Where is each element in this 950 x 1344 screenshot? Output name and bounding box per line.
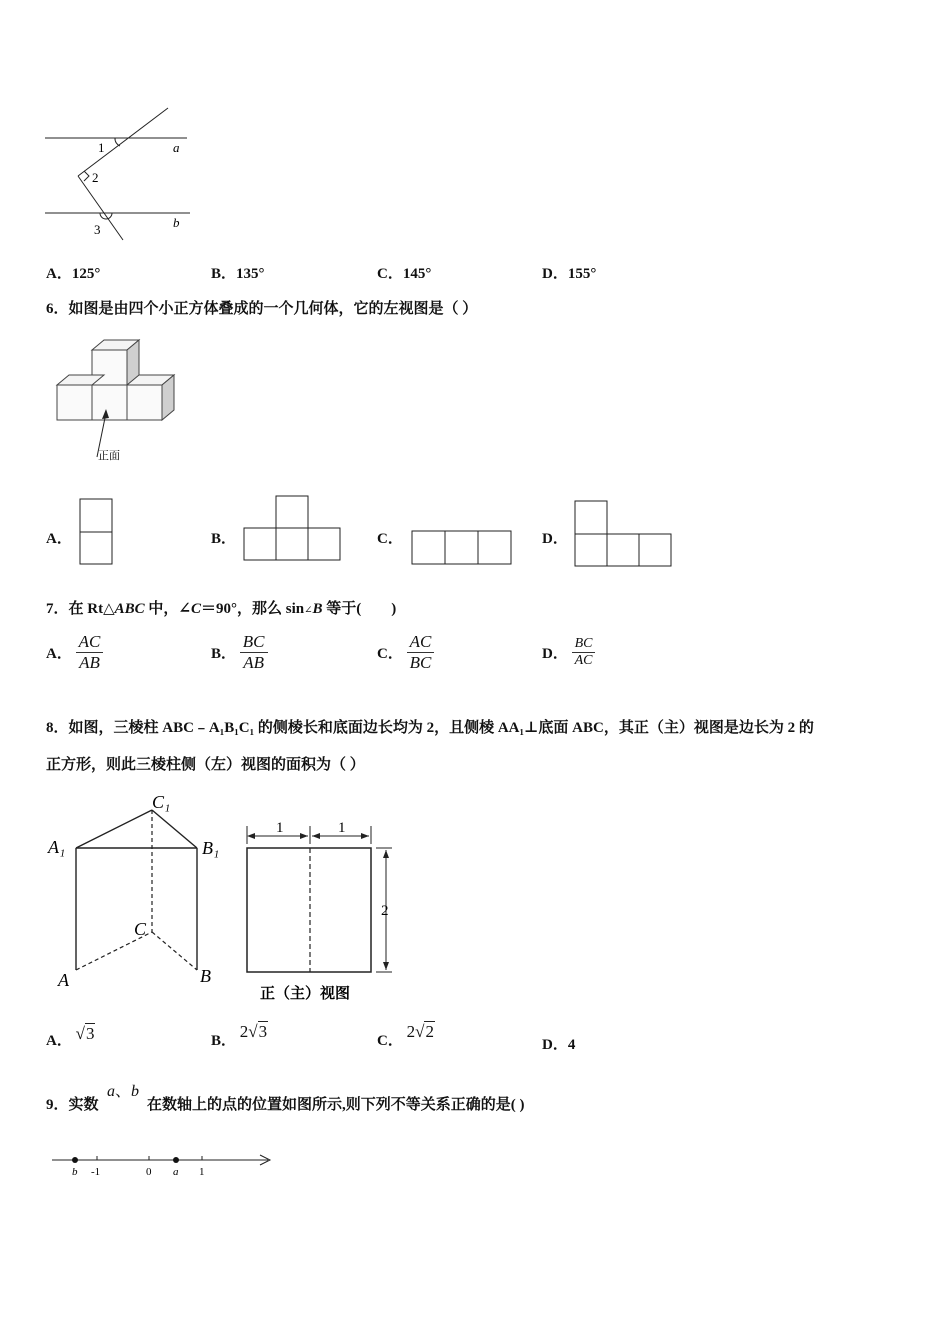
tick-label-neg1: -1 [91, 1166, 101, 1178]
q7-option-c[interactable] [377, 632, 434, 673]
q7-stem [46, 597, 396, 618]
q8-option-c[interactable] [377, 1022, 435, 1050]
transversal-upper [78, 108, 168, 176]
q7-option-a-num: AC [76, 632, 104, 653]
vertex-a: A [58, 970, 69, 990]
q8-stem-line2: 正方形，则此三棱柱侧（左）视图的面积为（ ） [46, 757, 365, 773]
q5-option-b-letter: B． [211, 266, 237, 282]
angle-label-3: 3 [94, 222, 101, 237]
front-label: 正面 [98, 450, 120, 462]
parallel-lines-figure [40, 100, 200, 245]
tick-label-1: 1 [199, 1166, 205, 1178]
q9-vars [107, 1078, 139, 1101]
tick-label-0: 0 [146, 1166, 152, 1178]
q8-option-a-rad: 3 [85, 1024, 95, 1043]
number-line-figure [48, 1148, 278, 1182]
q7-text-1: 在 Rt△ [68, 601, 115, 617]
q5-option-d-letter: D． [542, 266, 568, 282]
q8-option-a[interactable] [46, 1024, 95, 1050]
q8-option-c-coef: 2 [406, 1022, 416, 1041]
q7-angle: ∠ [304, 605, 313, 616]
q8-option-c-rad: 2 [425, 1022, 434, 1041]
q5-option-a-letter: A． [46, 266, 72, 282]
q7-option-b-den: AB [243, 653, 265, 672]
tick-label-a: a [173, 1166, 179, 1178]
vertex-b: B [200, 966, 211, 986]
q9-text-1: 实数 [68, 1097, 99, 1113]
q7-option-b-num: BC [240, 632, 268, 653]
q6-option-d-figure[interactable] [573, 499, 675, 569]
dim-label-1: 1 [276, 820, 284, 836]
vertex-b1: B₁ [202, 838, 220, 858]
q6-option-a-figure[interactable] [78, 497, 116, 567]
vertex-a1: A₁ [48, 837, 66, 857]
dim-label-3: 2 [381, 903, 389, 919]
q7-option-a-letter: A． [46, 646, 72, 662]
q6-option-d-letter[interactable]: D． [542, 531, 568, 547]
q5-option-a-text: 125° [71, 266, 101, 282]
q7-option-c-den: BC [409, 653, 432, 672]
q8-option-a-value: √3 [75, 1024, 95, 1043]
q7-option-c-num: AC [407, 632, 435, 653]
q7-option-a-fraction [76, 632, 104, 673]
q7-option-c-fraction [407, 632, 435, 673]
q5-option-b-text: 135° [236, 266, 265, 282]
q7-option-d-fraction [572, 636, 596, 669]
q7-option-a-den: AB [79, 653, 100, 672]
angle-label-1: 1 [98, 140, 105, 155]
q6-option-b-letter[interactable]: B． [211, 531, 237, 547]
q7-option-b-fraction [240, 632, 268, 673]
q5-option-c-text: 145° [402, 266, 432, 282]
q9-var-b: b [131, 1083, 140, 1100]
q5-option-d[interactable] [542, 262, 596, 283]
q8-option-d-letter: D． [542, 1037, 568, 1053]
tick-label-b: b [72, 1166, 78, 1178]
line-a-label: a [173, 140, 180, 155]
q6-option-c-letter[interactable]: C． [377, 531, 403, 547]
point-b [72, 1157, 78, 1163]
q8-option-b[interactable] [211, 1022, 268, 1050]
prism-figure [44, 790, 234, 990]
q7-option-d-letter: D． [542, 646, 568, 662]
q9-sep: 、 [115, 1083, 132, 1100]
q8-option-c-letter: C． [377, 1033, 403, 1049]
q6-stem: 6．如图是由四个小正方体叠成的一个几何体，它的左视图是（ ） [46, 301, 478, 317]
q7-text-3: ＝90°，那么 sin [201, 601, 305, 617]
q7-option-b-letter: B． [211, 646, 237, 662]
q5-option-c-letter: C． [377, 266, 403, 282]
q7-option-d-num: BC [572, 636, 596, 653]
q7-option-d[interactable] [542, 636, 595, 669]
cube-stack-figure [52, 335, 182, 470]
vertex-c: C [134, 919, 147, 939]
angle-label-2: 2 [92, 170, 99, 185]
q6-option-c-figure[interactable] [410, 529, 514, 567]
q9-var-a: a [107, 1083, 115, 1100]
front-view-caption: 正（主）视图 [260, 986, 351, 1002]
right-angle-mark [84, 171, 89, 181]
q7-option-d-den: AC [574, 653, 593, 668]
q7-text-4: 等于( ) [322, 601, 397, 617]
q5-option-c[interactable] [377, 262, 431, 283]
q7-c: C [190, 601, 201, 617]
q9-num: 9． [46, 1097, 69, 1113]
q7-option-a[interactable] [46, 632, 103, 673]
q7-abc: ABC [114, 601, 145, 617]
dim-label-2: 1 [338, 820, 346, 836]
q7-b: B [312, 601, 323, 617]
vertex-c1: C₁ [152, 792, 171, 812]
q8-option-b-coef: 2 [239, 1022, 249, 1041]
q8-option-b-letter: B． [211, 1033, 237, 1049]
q7-num: 7． [46, 601, 69, 617]
q6-option-b-figure[interactable] [242, 494, 344, 564]
q8-option-d-text: 4 [567, 1037, 576, 1053]
q8-option-b-rad: 3 [258, 1022, 268, 1041]
q7-text-2: 中，∠ [144, 601, 191, 617]
q5-option-b[interactable] [211, 262, 265, 283]
transversal-lower [78, 176, 123, 240]
q8-option-a-letter: A． [46, 1033, 72, 1049]
q8-option-b-value: 2√3 [239, 1022, 268, 1041]
q8-stem-line1: 8．如图，三棱柱 ABC﹣A₁B₁C₁ 的侧棱长和底面边长均为 2，且侧棱 AA₁⊥底面 ABC，其正（主）视图是边长为 2 的 [46, 720, 814, 736]
q5-option-d-text: 155° [567, 266, 597, 282]
q7-option-b[interactable] [211, 632, 268, 673]
q7-option-c-letter: C． [377, 646, 403, 662]
line-b-label: b [173, 215, 180, 230]
q8-option-d[interactable] [542, 1033, 575, 1054]
q9-stem [46, 1093, 99, 1114]
point-a [173, 1157, 179, 1163]
q6-option-a-letter[interactable]: A． [46, 531, 72, 547]
q5-option-a[interactable] [46, 262, 100, 283]
q9-stem-rest: 在数轴上的点的位置如图所示,则下列不等关系正确的是( ) [147, 1097, 525, 1113]
q8-option-c-value: 2√2 [406, 1022, 434, 1041]
front-view-figure [240, 812, 400, 1008]
